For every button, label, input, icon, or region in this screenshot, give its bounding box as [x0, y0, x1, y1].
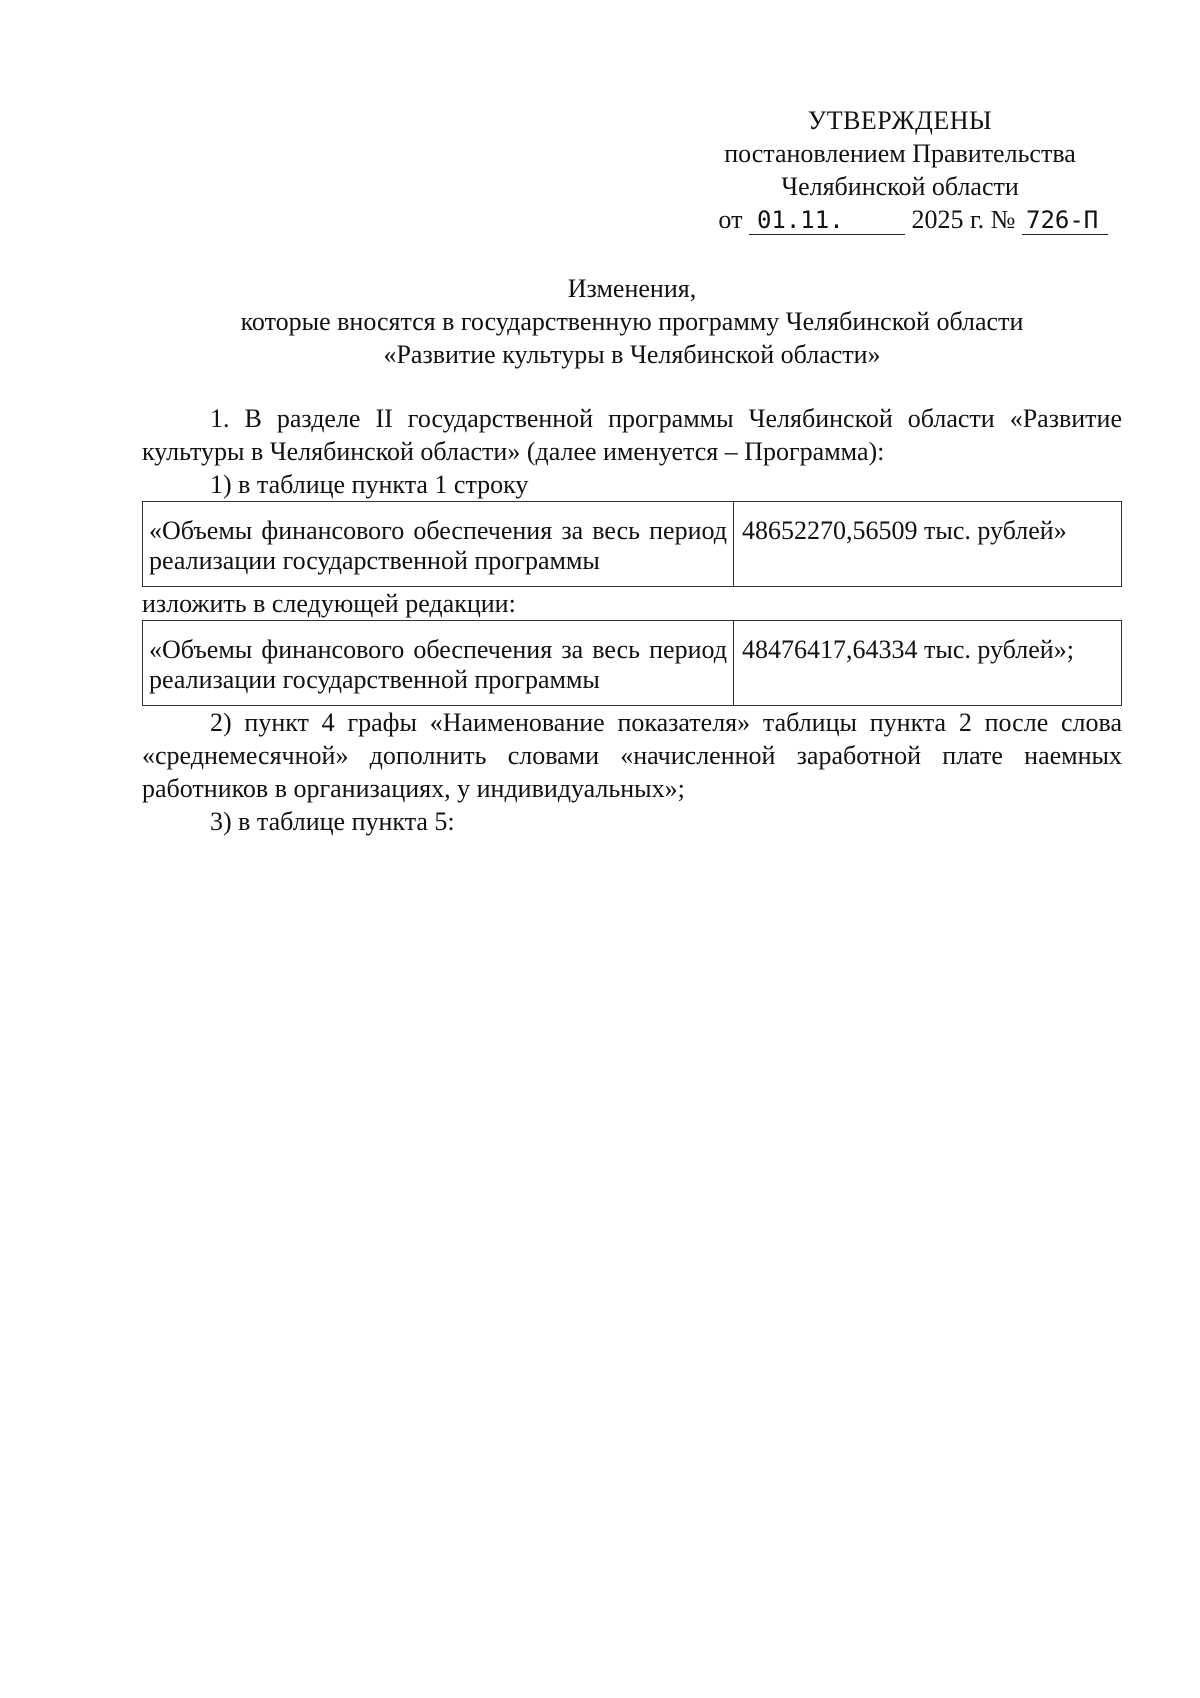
table-new-value-cell: 48476417,64334 тыс. рублей»; — [734, 621, 1122, 706]
heading-line-2: которые вносятся в государственную программу Челябинской области — [240, 307, 1024, 336]
item-2: 2) пункт 4 графы «Наименование показателя» таблицы пункта 2 после слова «среднемесячной» дополнить словами «начисленной заработной плате наемных работников в организациях, у индивидуальных»; — [142, 708, 1122, 803]
item-3: 3) в таблице пункта 5: — [210, 807, 455, 836]
approval-from-label: от — [718, 205, 743, 234]
heading-line-3: «Развитие культуры в Челябинской области» — [383, 340, 881, 369]
approval-line-resolution: постановлением Правительства — [724, 139, 1076, 168]
approval-year-label: 2025 г. № — [911, 205, 1016, 234]
document-body — [142, 402, 1122, 838]
approval-date-line — [690, 203, 1110, 236]
approval-line-region: Челябинской области — [781, 172, 1019, 201]
document-heading — [142, 272, 1122, 371]
table-old-label-cell: «Объемы финансового обеспечения за весь период реализации государственной программы — [143, 502, 734, 587]
approval-block — [690, 104, 1110, 236]
table-row — [143, 621, 1122, 706]
table-new-row — [142, 620, 1122, 706]
approval-number-field: 726-П — [1022, 206, 1108, 235]
table-new-label-cell: «Объемы финансового обеспечения за весь период реализации государственной программы — [143, 621, 734, 706]
item-1: 1) в таблице пункта 1 строку — [210, 470, 529, 499]
restate-text: изложить в следующей редакции: — [142, 589, 516, 618]
table-row — [143, 502, 1122, 587]
table-old-value-cell: 48652270,56509 тыс. рублей» — [734, 502, 1122, 587]
approval-title: УТВЕРЖДЕНЫ — [807, 106, 993, 135]
approval-date-field: 01.11. — [749, 206, 905, 235]
table-old-row — [142, 501, 1122, 587]
paragraph-1: 1. В разделе II государственной программы Челябинской области «Развитие культуры в Челябинской области» (далее именуется – Программа): — [142, 404, 1122, 466]
heading-line-1: Изменения, — [567, 274, 697, 303]
